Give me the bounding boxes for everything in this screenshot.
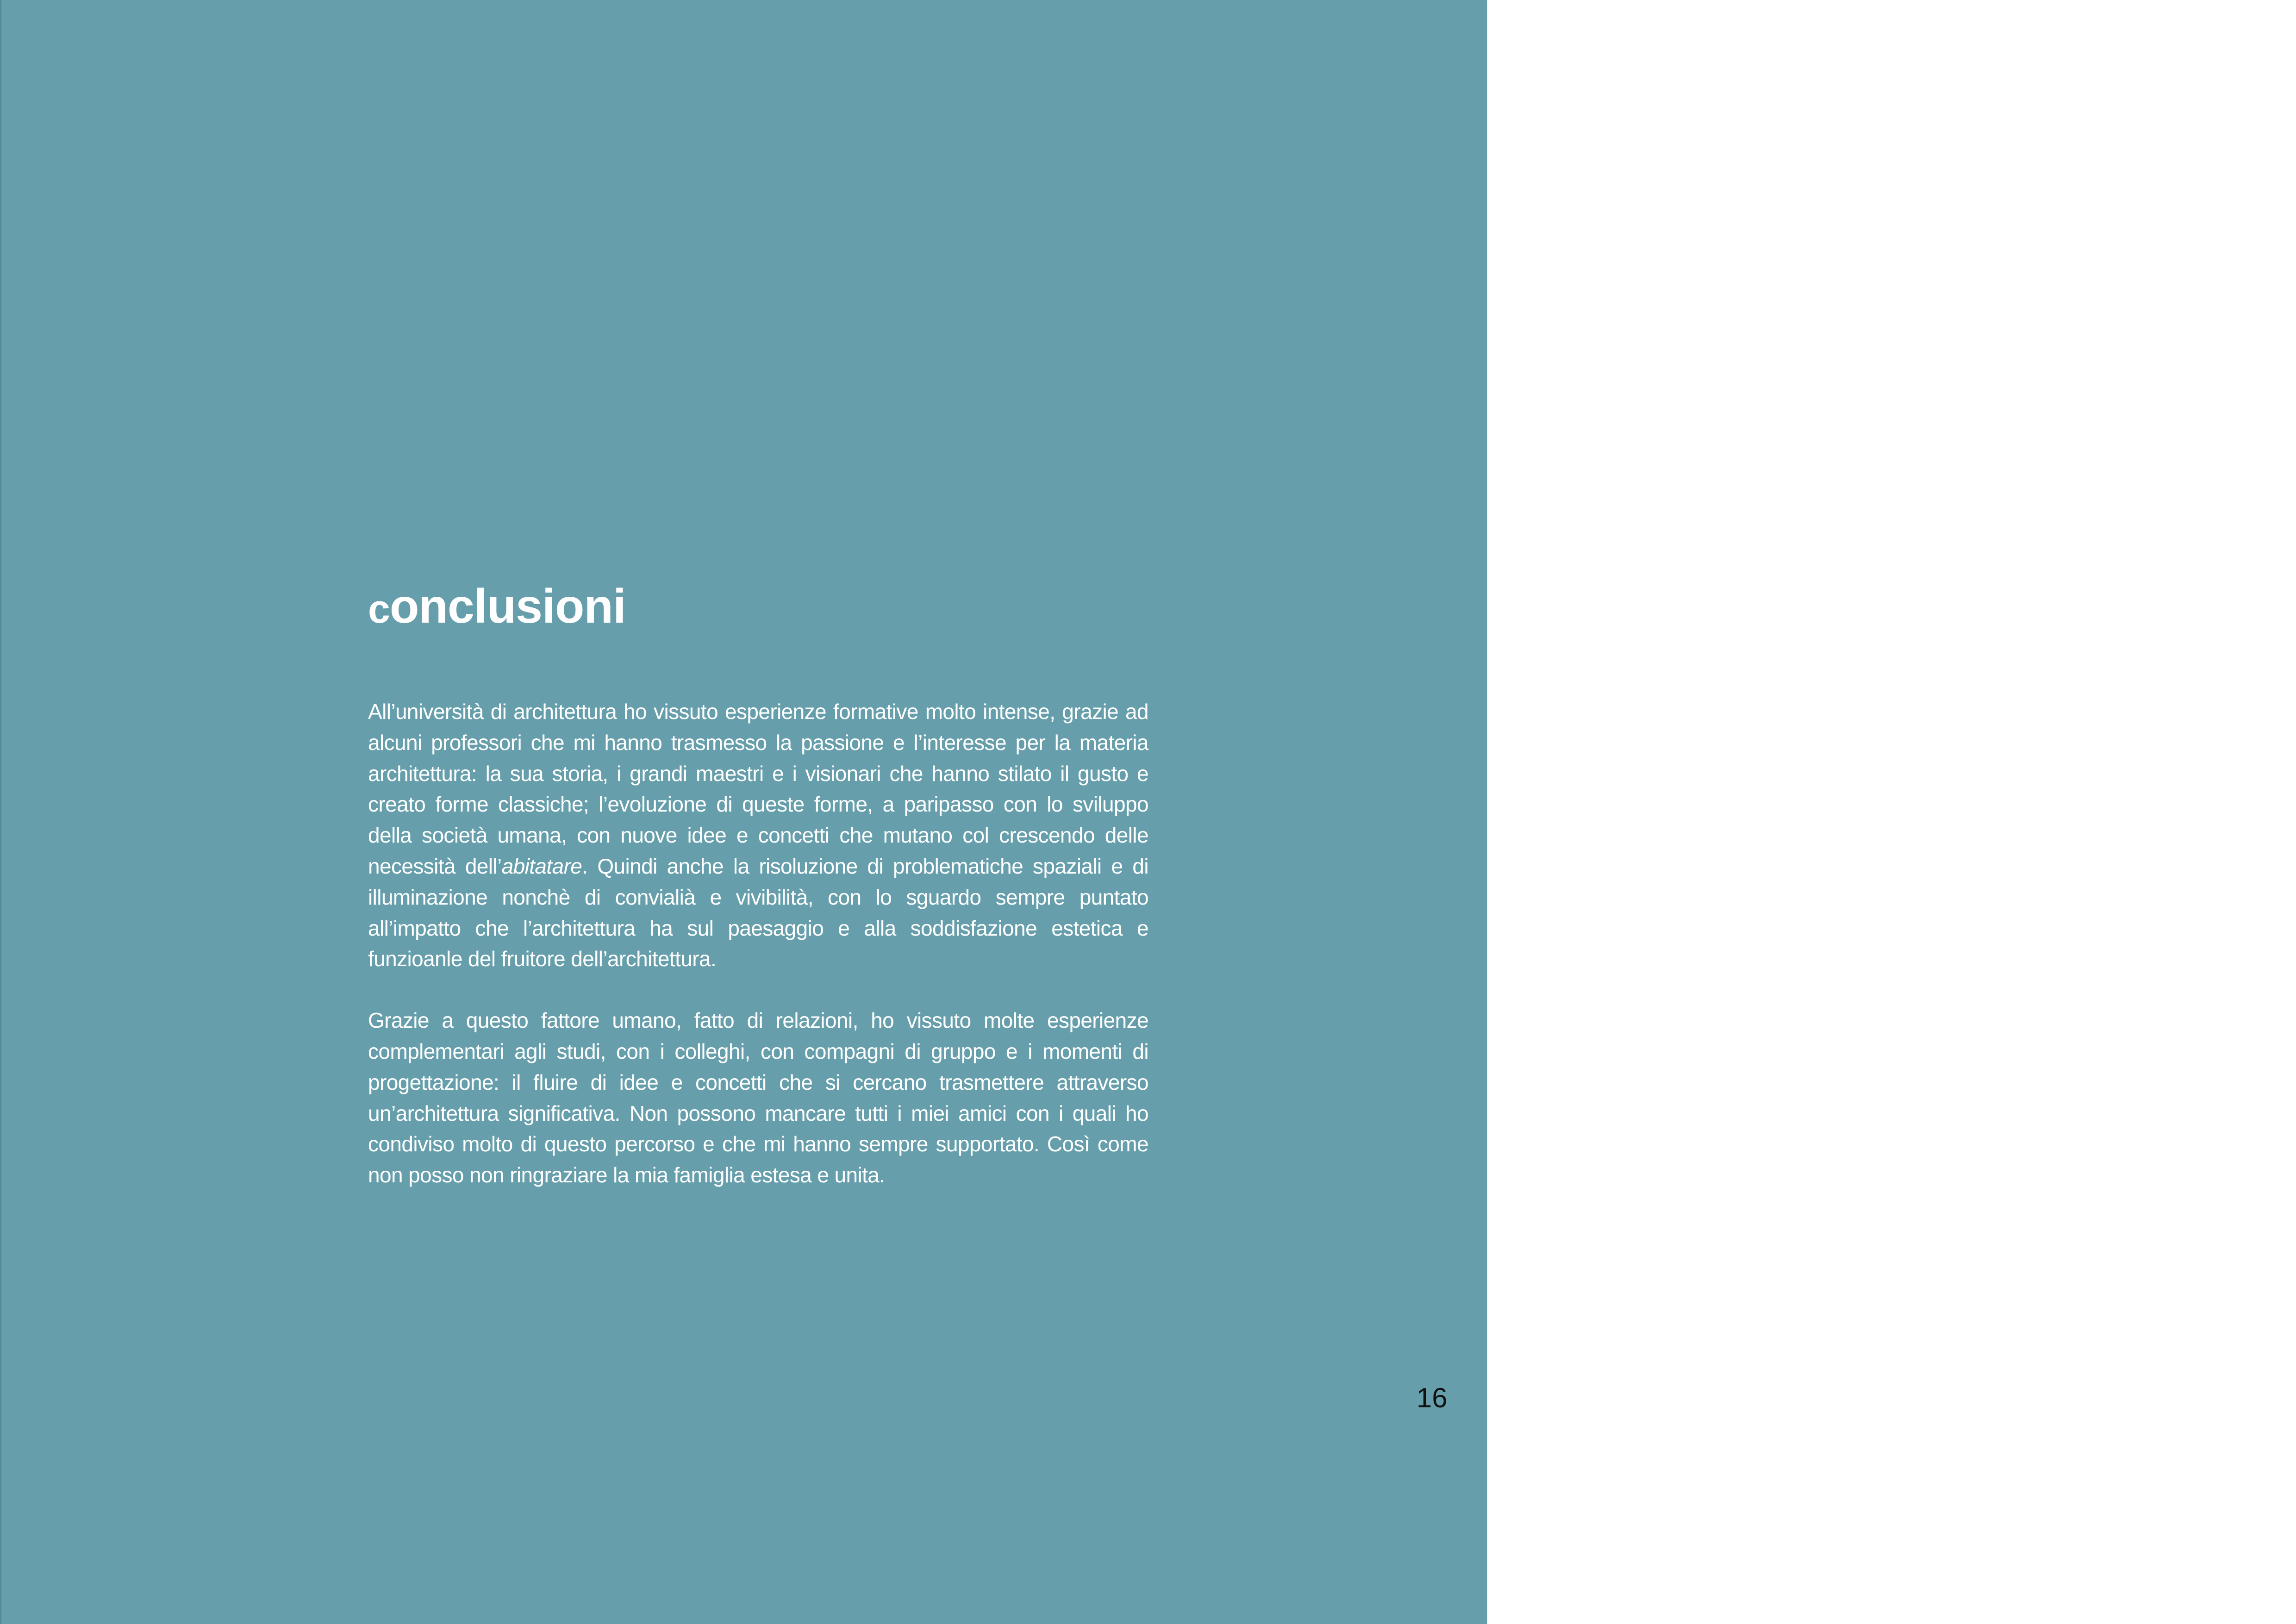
page-title [368,579,1148,637]
paragraph-1-italic: abitatare [501,854,582,878]
page-number: 16 [1416,1382,1447,1413]
page-title-initial: c [368,587,390,631]
right-blank-page [1487,0,2296,1624]
content-block [368,579,1148,1191]
paragraph-1 [368,696,1148,974]
paragraph-1-part-1: All’università di architettura ho vissuto esperienze formative molto intense, grazie ad alcuni professori che mi hanno trasmesso la passione e l’interesse per la materia architettura: la sua storia, i grandi maestri e i visionari che hanno stilato il gusto e creato forme classiche; l’evoluzione di queste forme, a paripasso con lo sviluppo della società umana, con nuove idee e concetti che mutano col crescendo delle necessità dell’ [368,700,1148,878]
paragraph-2: Grazie a questo fattore umano, fatto di relazioni, ho vissuto molte esperienze complementari agli studi, con i colleghi, con compagni di gruppo e i momenti di progettazione: il fluire di idee e concetti che si cercano trasmettere attraverso un’architettura significativa. Non possono mancare tutti i miei amici con i quali ho condiviso molto di questo percorso e che mi hanno sempre supportato. Così come non posso non ringraziare la mia famiglia estesa e unita. [368,1008,1148,1187]
page-title-rest: onclusioni [389,580,626,633]
paragraph-1-part-2: . Quindi anche la risoluzione di problematiche spaziali e di illuminazione nonchè di convialià e vivibilità, con lo sguardo sempre puntato all’impatto che l’architettura ha sul paesaggio e alla soddisfazione estetica e funzioanle del fruitore dell’architettura. [368,854,1148,971]
body-text [368,696,1148,1191]
